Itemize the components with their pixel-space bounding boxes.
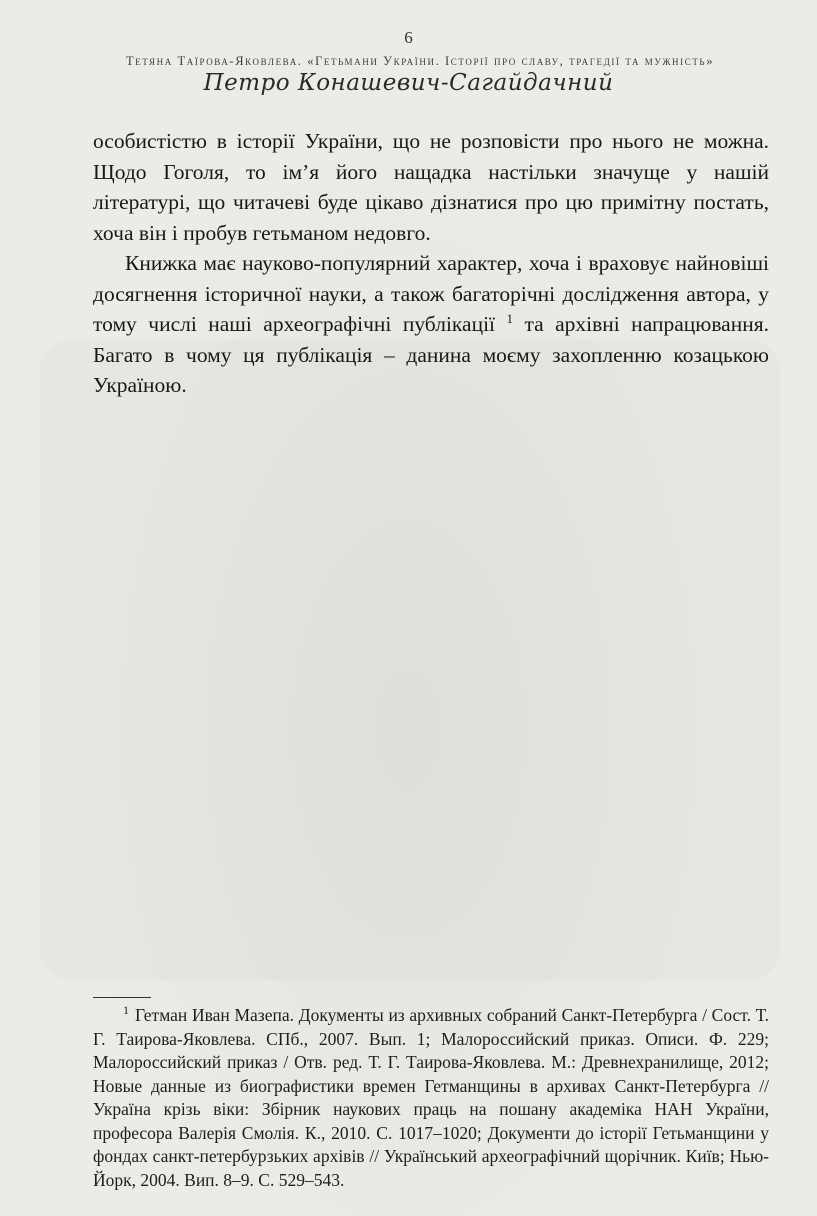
footnote-text: Гетман Иван Мазепа. Документы из архивных собраний Санкт-Петербурга / Сост. Т. Г. Таирова-Яковлева. СПб., 2007. Вып. 1; Малороссийский приказ. Описи. Ф. 229; Малороссийский приказ / Отв. ред. Т. Г. Таирова-Яковлева. М.: Древнехранилище, 2012; Новые данные из биографистики времен Гетманщины в архивах Санкт-Петербурга // Україна крізь віки: Збірник наукових праць на пошану академіка НАН України, професора Валерія Смолія. К., 2010. С. 1017–1020; Документи до історії Гетьманщини у фондах санкт-петербурзьких архівів // Український археографічний щорічник. Київ; Нью-Йорк, 2004. Вип. 8–9. С. 529–543. bbox=[93, 1005, 769, 1190]
page-number: 6 bbox=[404, 28, 413, 47]
footnote-number: 1 bbox=[123, 1003, 129, 1018]
running-head: Тетяна Таїрова-Яковлева. «Гетьмани України. Історії про славу, трагедії та мужність» bbox=[125, 54, 715, 68]
body-text bbox=[93, 126, 769, 401]
footnote bbox=[93, 1004, 769, 1192]
page-show-through bbox=[40, 340, 780, 980]
paragraph-2-text-start: Книжка має науково-популярний характер, хоча і враховує найновіші досягнення історичної науки, а також багаторічні дослідження автора, у тому числі наші археографічні публікації bbox=[93, 251, 769, 336]
footnote-divider bbox=[93, 997, 151, 998]
paragraph-1: особистістю в історії України, що не розповісти про нього не можна. Щодо Гоголя, то ім’я його нащадка настільки значуще у нашій літературі, що читачеві буде цікаво дізнатися про цю примітну постать, хоча він і пробув гетьманом недовго. bbox=[93, 129, 769, 245]
paragraph-2-text-end: та архівні напрацювання. Багато в чому ця публікація – данина моєму захопленню козацькою Україною. bbox=[93, 312, 770, 397]
paragraph-2 bbox=[93, 248, 769, 401]
footnote-reference: 1 bbox=[506, 310, 513, 326]
chapter-title: Петро Конашевич-Сагайдачний bbox=[203, 70, 614, 96]
